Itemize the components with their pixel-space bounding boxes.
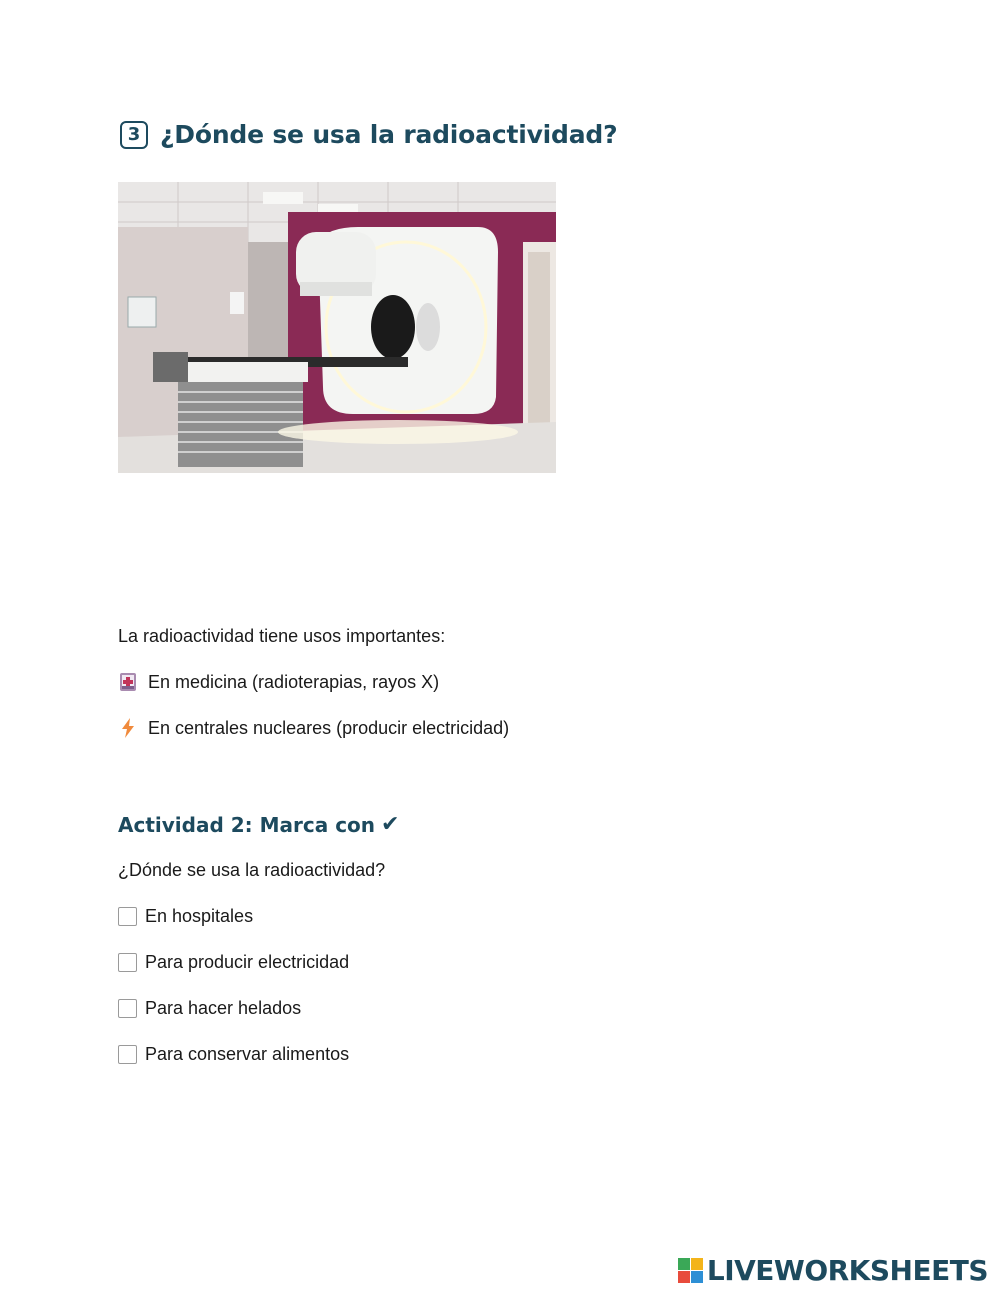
- checkmark-icon: ✔: [381, 812, 400, 837]
- option-checkbox[interactable]: [118, 953, 137, 972]
- liveworksheets-logo-icon: [678, 1258, 703, 1283]
- option-ice-cream: [118, 998, 301, 1019]
- option-checkbox[interactable]: [118, 907, 137, 926]
- option-label: Para conservar alimentos: [145, 1044, 350, 1064]
- option-hospitals: [118, 906, 253, 927]
- activity-title-text: Actividad 2: Marca con: [118, 812, 376, 837]
- option-electricity: [118, 952, 349, 973]
- option-label: Para producir electricidad: [145, 952, 350, 972]
- option-checkbox[interactable]: [118, 1045, 137, 1064]
- section-number-badge: 3: [120, 121, 148, 149]
- radiotherapy-photo: [118, 182, 556, 473]
- use-item-label: En centrales nucleares (producir electricidad): [148, 717, 510, 738]
- option-label: En hospitales: [145, 906, 254, 926]
- option-label: Para hacer helados: [145, 998, 302, 1018]
- hospital-icon: [118, 671, 138, 693]
- liveworksheets-logo: [678, 1254, 988, 1287]
- use-item-power: [118, 717, 509, 739]
- radiotherapy-machine-illustration: [118, 182, 556, 473]
- activity-question: ¿Dónde se usa la radioactividad?: [118, 860, 386, 880]
- intro-text: La radioactividad tiene usos importantes:: [118, 626, 446, 646]
- section-heading: [120, 120, 617, 149]
- option-checkbox[interactable]: [118, 999, 137, 1018]
- activity-title: [118, 812, 399, 837]
- section-title: ¿Dónde se usa la radioactividad?: [160, 120, 618, 149]
- logo-text: LIVEWORKSHEETS: [706, 1254, 988, 1287]
- option-preserve-food: [118, 1044, 349, 1065]
- use-item-label: En medicina (radioterapias, rayos X): [148, 671, 440, 692]
- lightning-icon: [118, 717, 138, 739]
- use-item-medicine: [118, 671, 439, 693]
